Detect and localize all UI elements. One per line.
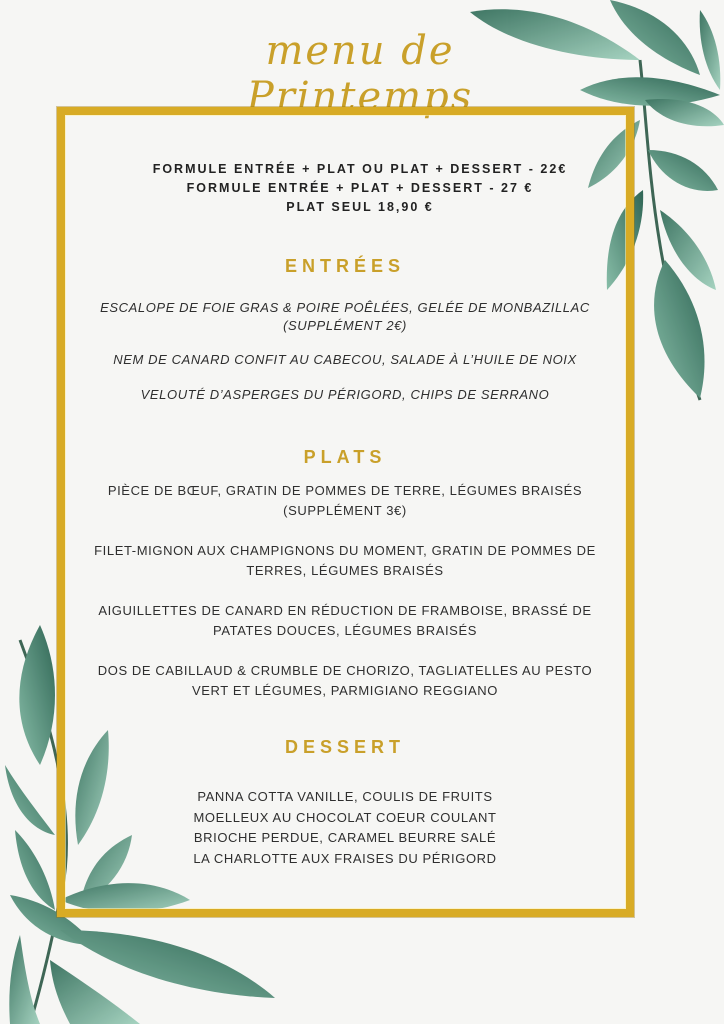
dessert-item: BRIOCHE PERDUE, CARAMEL BEURRE SALÉ — [193, 830, 497, 845]
entree-item — [85, 299, 605, 335]
plat-item — [85, 661, 605, 701]
item-line: FILET-MIGNON AUX CHAMPIGNONS DU MOMENT, GRATIN DE POMMES DE — [94, 543, 596, 558]
formule-line: FORMULE ENTRÉE + PLAT OU PLAT + DESSERT - 22€ — [152, 162, 568, 176]
item-line: AIGUILLETTES DE CANARD EN RÉDUCTION DE FRAMBOISE, BRASSÉ DE — [98, 603, 592, 618]
section-title-plats: PLATS — [303, 447, 387, 467]
section-title-dessert: DESSERT — [284, 737, 406, 757]
item-line: ESCALOPE DE FOIE GRAS & POIRE POÊLÉES, GELÉE DE MONBAZILLAC — [100, 300, 590, 315]
item-line: TERRES, LÉGUMES BRAISÉS — [246, 563, 444, 578]
formule-line: FORMULE ENTRÉE + PLAT + DESSERT - 27 € — [186, 181, 534, 195]
entree-item — [85, 351, 605, 369]
item-line: (SUPPLÉMENT 2€) — [283, 318, 407, 333]
item-line: (SUPPLÉMENT 3€) — [283, 503, 407, 518]
plat-item — [85, 601, 605, 641]
formules-block — [120, 160, 600, 217]
dessert-item: LA CHARLOTTE AUX FRAISES DU PÉRIGORD — [193, 850, 497, 866]
item-line: VERT ET LÉGUMES, PARMIGIANO REGGIANO — [192, 683, 498, 698]
section-title-entrees: ENTRÉES — [284, 256, 406, 276]
item-line: NEM DE CANARD CONFIT AU CABECOU, SALADE À L’HUILE DE NOIX — [113, 352, 577, 367]
page-title: menu de Printemps — [246, 28, 474, 120]
item-line: VELOUTÉ D’ASPERGES DU PÉRIGORD, CHIPS DE SERRANO — [140, 387, 550, 402]
plat-item — [85, 541, 605, 581]
formule-line: PLAT SEUL 18,90 € — [286, 200, 434, 214]
plat-item — [85, 481, 605, 521]
dessert-item: MOELLEUX AU CHOCOLAT COEUR COULANT — [193, 809, 497, 825]
dessert-item: PANNA COTTA VANILLE, COULIS DE FRUITS — [197, 789, 493, 804]
item-line: DOS DE CABILLAUD & CRUMBLE DE CHORIZO, TAGLIATELLES AU PESTO — [97, 663, 593, 678]
item-line: PIÈCE DE BŒUF, GRATIN DE POMMES DE TERRE, LÉGUMES BRAISÉS — [107, 483, 583, 498]
entree-item — [85, 386, 605, 404]
dessert-list — [150, 787, 540, 869]
item-line: PATATES DOUCES, LÉGUMES BRAISÉS — [213, 623, 477, 638]
